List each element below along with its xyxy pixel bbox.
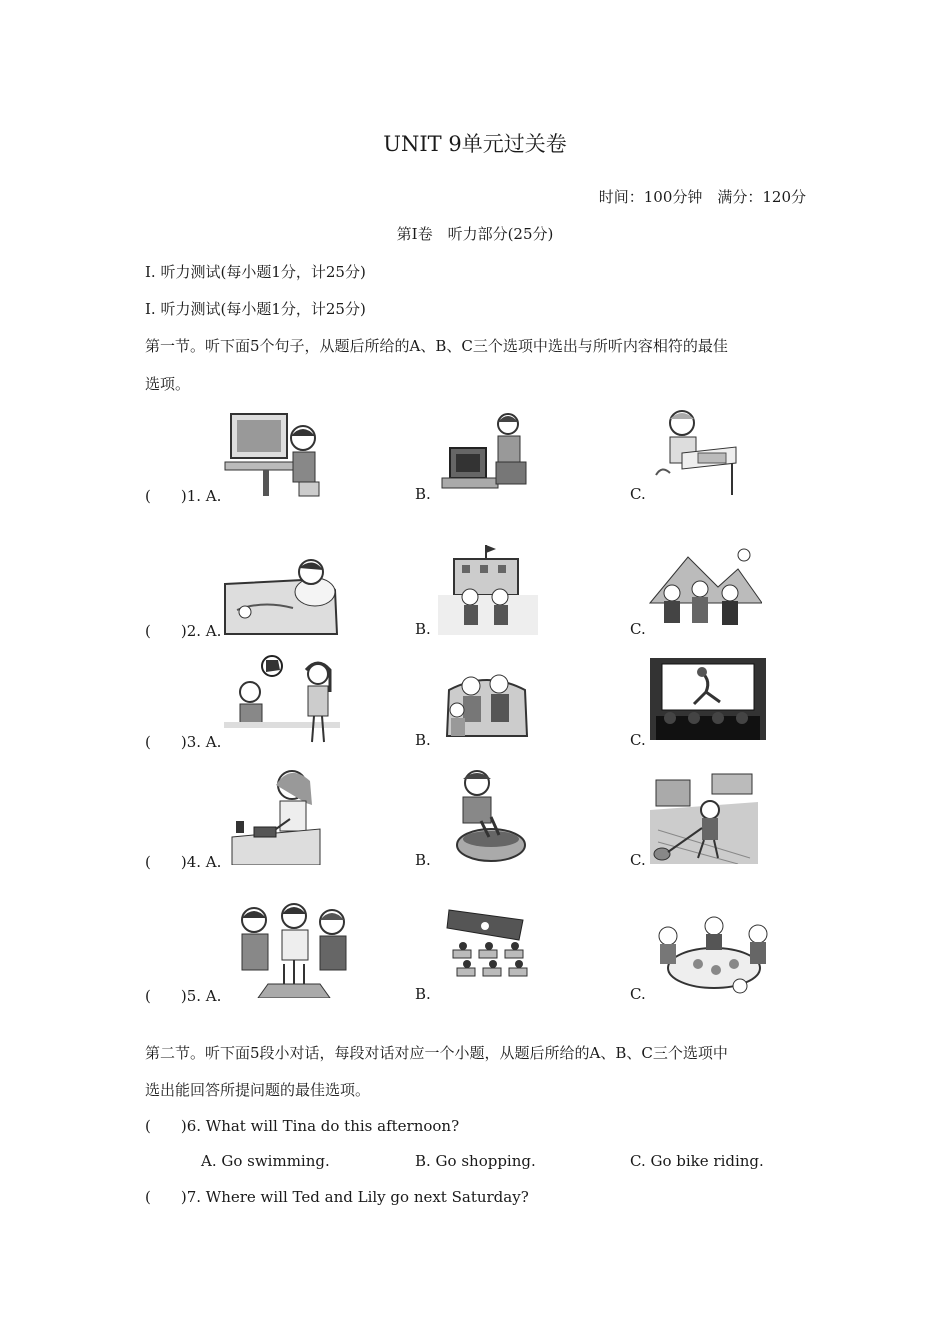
classroom-icon [443, 906, 535, 998]
birthday-party-icon [234, 900, 354, 998]
part-title: 第Ⅰ卷 听力部分(25分) [396, 225, 554, 243]
question-6-option-c: C. Go bike riding. [630, 1152, 764, 1170]
jie1-instruction-line2: 选项。 [145, 375, 191, 393]
question-3-option-b: B. [415, 731, 431, 749]
question-4-option-b: B. [415, 851, 431, 869]
boy-reading-icon [652, 405, 740, 497]
question-6-option-b: B. Go shopping. [415, 1152, 536, 1170]
exam-meta: 时间：100分钟 满分：120分 [598, 188, 806, 206]
question-1-option-b: B. [415, 485, 431, 503]
question-6-option-a: A. Go swimming. [201, 1152, 330, 1170]
boy-computer-icon [222, 408, 324, 500]
boy-television-icon [438, 406, 534, 498]
kids-hiking-icon [648, 543, 762, 635]
girl-washing-icon [441, 767, 529, 865]
question-1-option-c: C. [630, 485, 646, 503]
question-6-stem: ( )6. What will Tina do this afternoon? [145, 1117, 460, 1135]
question-1-prefix: ( )1. A. [145, 487, 222, 505]
question-4-option-c: C. [630, 851, 646, 869]
question-2-prefix: ( )2. A. [145, 622, 222, 640]
question-5-option-b: B. [415, 985, 431, 1003]
person-sleeping-icon [223, 550, 339, 635]
question-2-option-c: C. [630, 620, 646, 638]
cinema-screen-icon [650, 658, 766, 740]
jie2-instruction-line2: 选出能回答所提问题的最佳选项。 [145, 1081, 371, 1099]
family-dinner-icon [654, 912, 772, 998]
question-3-prefix: ( )3. A. [145, 733, 222, 751]
playing-ball-icon [222, 652, 342, 744]
section-heading-repeat: Ⅰ. 听力测试(每小题1分，计25分) [145, 300, 366, 318]
woman-cooking-icon [230, 763, 322, 865]
question-4-prefix: ( )4. A. [145, 853, 222, 871]
jie1-instruction-line1: 第一节。听下面5个句子，从题后所给的A、B、C三个选项中选出与所听内容相符的最佳 [145, 337, 728, 355]
section-heading: Ⅰ. 听力测试(每小题1分，计25分) [145, 263, 366, 281]
question-7-stem: ( )7. Where will Ted and Lily go next Saturday? [145, 1188, 529, 1206]
question-3-option-c: C. [630, 731, 646, 749]
question-5-prefix: ( )5. A. [145, 987, 222, 1005]
page-title: UNIT 9单元过关卷 [383, 132, 567, 156]
question-2-option-b: B. [415, 620, 431, 638]
jie2-instruction-line1: 第二节。听下面5段小对话，每段对话对应一个小题，从题后所给的A、B、C三个选项中 [145, 1044, 728, 1062]
girl-cleaning-icon [648, 770, 760, 864]
question-5-option-c: C. [630, 985, 646, 1003]
kids-school-icon [436, 543, 540, 635]
family-sofa-icon [443, 660, 531, 744]
